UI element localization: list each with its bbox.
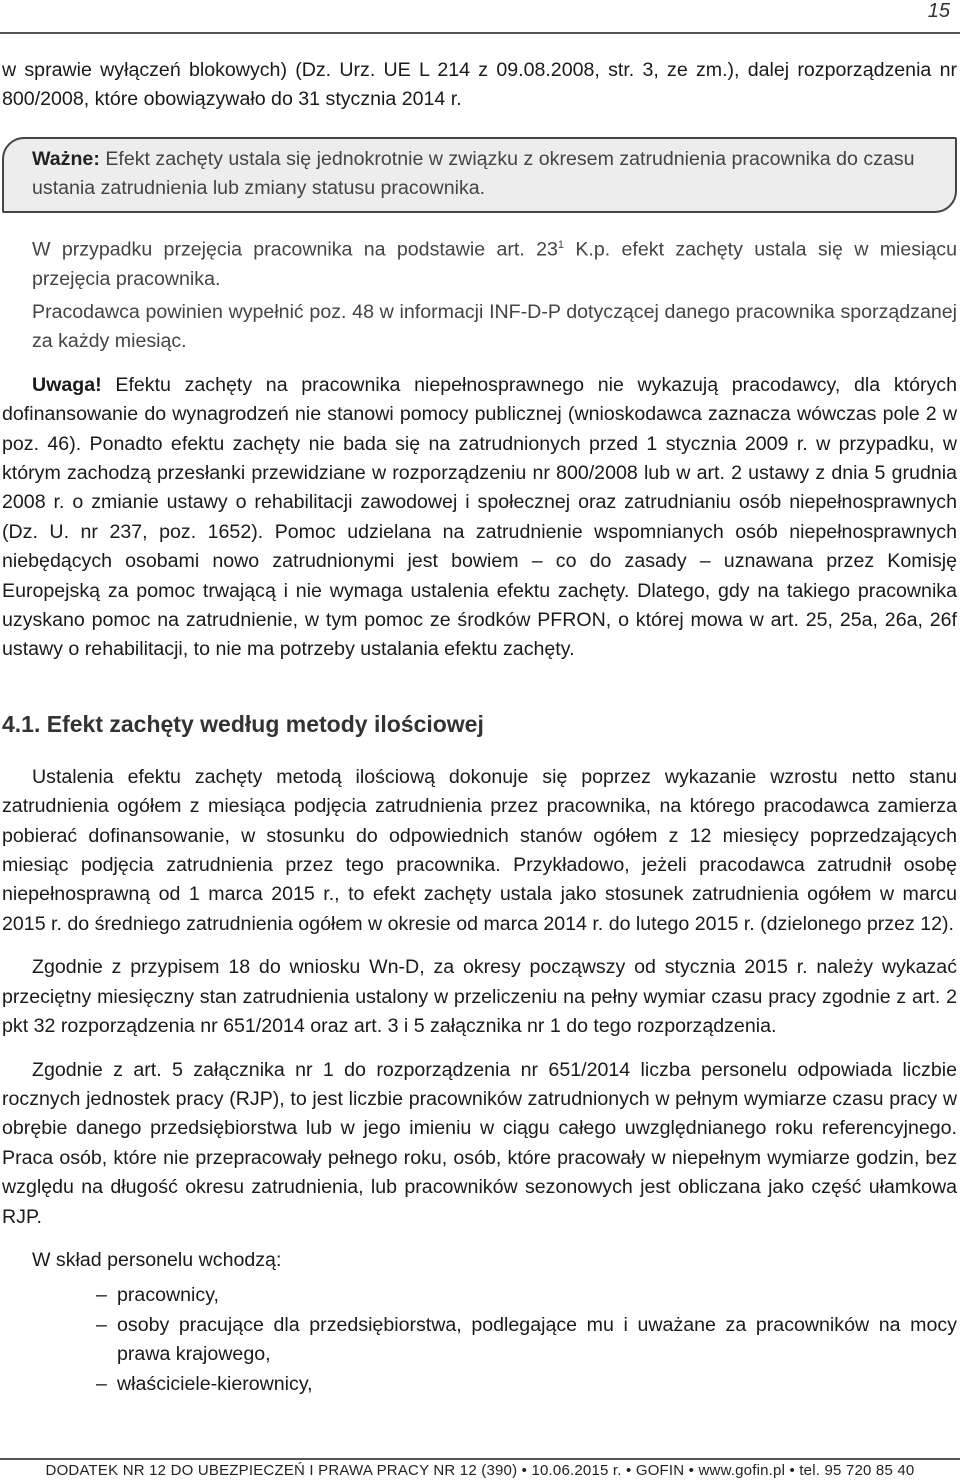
personnel-intro: W skład personelu wchodzą: <box>32 1248 282 1271</box>
list-item-text: właściciele-kierownicy, <box>117 1372 313 1395</box>
section-heading: 4.1. Efekt zachęty według metody ilościowej <box>2 710 484 737</box>
uwaga-text: Efektu zachęty na pracownika niepełnosprawnego nie wykazują pracodawcy, dla których dofinansowanie do wynagrodzeń nie stanowi pomocy publicznej (wnioskodawca zaznacza wówczas pole 2 w poz. 46). Ponadto efektu zachęty nie bada się na zatrudnionych przed 1 stycznia 2009 r. w przypadku, w którym zachodzą przesłanki przewidziane w rozporządzeniu nr 800/2008 lub w art. 2 ustawy z dnia 5 grudnia 2008 r. o zmianie ustawy o rehabilitacji zawodowej i społecznej oraz zatrudnianiu osób niepełnosprawnych (Dz. U. nr 237, poz. 1652). Pomoc udzielana na zatrudnienie wspomnianych osób niepełnosprawnych niebędących osobami nowo zatrudnionymi jest bowiem – co do zasady – uznawana przez Komisję Europejską za pomoc trwającą i nie wymaga ustalenia efektu zachęty. Dlatego, gdy na takiego pracownika uzyskano pomoc na zatrudnienie, w tym pomoc ze środków PFRON, o której mowa w art. 25, 25a, 26a, 26f ustawy o rehabilitacji, to nie ma potrzeby ustalania efektu zachęty. <box>2 373 957 661</box>
section-paragraph-2: Zgodnie z przypisem 18 do wniosku Wn-D, za okresy począwszy od stycznia 2015 r. należy wykazać przeciętny miesięczny stan zatrudnienia ustalony w przeliczeniu na pełny wymiar czasu pracy zgodnie z art. 2 pkt 32 rozporządzenia nr 651/2014 oraz art. 3 i 5 załącznika nr 1 do tego rozporządzenia. <box>2 956 957 1038</box>
callout-label: Ważne: <box>32 147 100 170</box>
list-item-text: osoby pracujące dla przedsiębiorstwa, podlegające mu i uważane za pracowników na mocy prawa krajowego, <box>117 1313 957 1366</box>
acquisition-notes <box>2 231 957 357</box>
article-superscript: 1 <box>557 238 565 251</box>
acquisition-text-part2: K.p. efekt zachęty ustala się w miesiącu przejęcia pracownika. <box>32 238 958 290</box>
personnel-list <box>2 1281 957 1399</box>
list-item <box>2 1281 957 1310</box>
footer-rule <box>0 1458 960 1460</box>
acquisition-paragraph <box>2 231 957 294</box>
uwaga-paragraph <box>2 371 957 665</box>
important-callout <box>2 137 957 213</box>
list-item <box>2 1311 957 1370</box>
page-content <box>2 56 957 1399</box>
page-number: 15 <box>927 0 950 22</box>
intro-paragraph: w sprawie wyłączeń blokowych) (Dz. Urz. UE L 214 z 09.08.2008, str. 3, ze zm.), dalej rozporządzenia nr 800/2008, które obowiązywało do 31 stycznia 2014 r. <box>2 59 957 111</box>
list-item <box>2 1370 957 1399</box>
callout-text: Efekt zachęty ustala się jednokrotnie w związku z okresem zatrudnienia pracownika do czasu ustania zatrudnienia lub zmiany statusu pracownika. <box>32 147 915 200</box>
list-item-text: pracownicy, <box>117 1284 219 1307</box>
section-paragraph-3: Zgodnie z art. 5 załącznika nr 1 do rozporządzenia nr 651/2014 liczba personelu odpowiada liczbie rocznych jednostek pracy (RJP), to jest liczbie pracowników zatrudnionych w pełnym wymiarze czasu pracy w obrębie danego przedsiębiorstwa lub w jego imieniu w ciągu całego uwzględnianego roku referencyjnego. Praca osób, które nie przepracowały pełnego roku, osób, które pracowały w niepełnym wymiarze godzin, bez względu na długość okresu zatrudnienia, lub pracowników sezonowych jest obliczana jako część ułamkowa RJP. <box>2 1058 957 1228</box>
list-dash: – <box>96 1284 107 1307</box>
section-paragraph-1: Ustalenia efektu zachęty metodą ilościową dokonuje się poprzez wykazanie wzrostu netto stanu zatrudnienia ogółem z miesiąca podjęcia zatrudnienia przez pracownika, na którego pracodawca zamierza pobierać dofinansowanie, w stosunku do odpowiednich stanów ogółem z 12 miesięcy poprzedzających miesiąc podjęcia zatrudnienia przez tego pracownika. Przykładowo, jeżeli pracodawca zatrudnił osobę niepełnosprawną od 1 marca 2015 r., to efekt zachęty ustala jako stosunek zatrudnienia ogółem w marcu 2015 r. do średniego zatrudnienia ogółem w okresie od marca 2014 r. do lutego 2015 r. (dzielonego przez 12). <box>2 765 957 935</box>
acquisition-text-part1: W przypadku przejęcia pracownika na podstawie art. 23 <box>32 238 558 261</box>
list-dash: – <box>96 1313 107 1336</box>
page-footer: DODATEK NR 12 DO UBEZPIECZEŃ I PRAWA PRACY NR 12 (390) • 10.06.2015 r. • GOFIN • www.gofin.pl • tel. 95 720 85 40 <box>45 1462 915 1479</box>
list-dash: – <box>96 1372 107 1395</box>
uwaga-label: Uwaga! <box>32 373 102 396</box>
form-instruction-paragraph: Pracodawca powinien wypełnić poz. 48 w informacji INF-D-P dotyczącej danego pracownika sporządzanej za każdy miesiąc. <box>32 300 957 353</box>
header-rule <box>0 32 960 34</box>
